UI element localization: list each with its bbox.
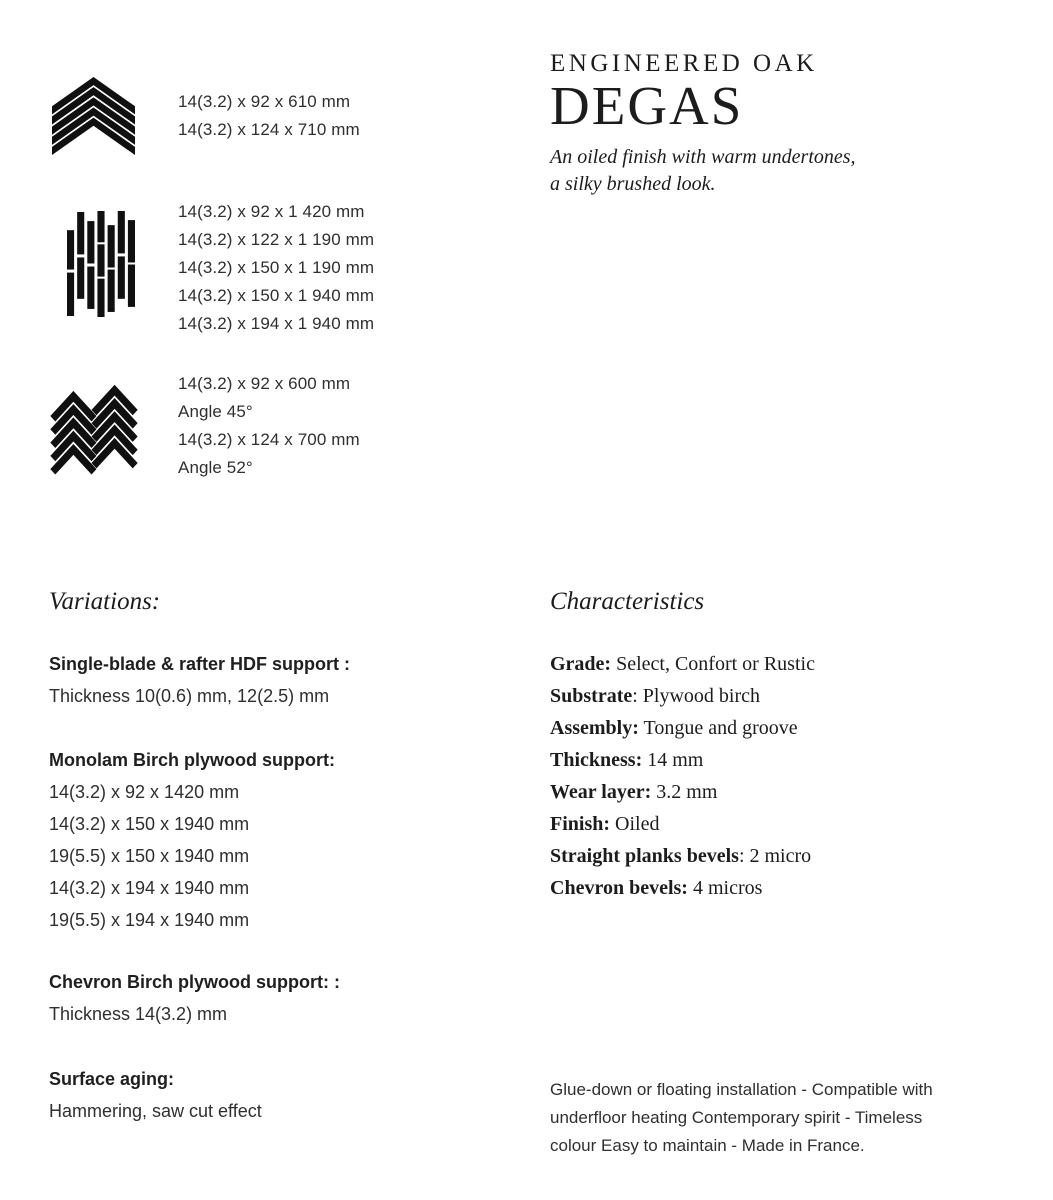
installation-note: Glue-down or floating installation - Compatible with underfloor heating Contemporary spirit - Timeless colour Easy to maintain - Made in France. bbox=[550, 1080, 933, 1155]
format-dimension-line: 14(3.2) x 92 x 610 mm bbox=[178, 92, 351, 111]
format-dimension-line: 14(3.2) x 92 x 600 mm bbox=[178, 374, 351, 393]
variation-group-title: Monolam Birch plywood support: bbox=[49, 750, 335, 770]
characteristic-value: Tongue and groove bbox=[638, 717, 798, 739]
variation-line: Thickness 10(0.6) mm, 12(2.5) mm bbox=[49, 686, 330, 706]
format-dimension-line: 14(3.2) x 122 x 1 190 mm bbox=[178, 230, 375, 249]
product-name: DEGAS bbox=[550, 75, 744, 136]
characteristic-value: 14 mm bbox=[642, 749, 704, 771]
format-angle-line: Angle 52° bbox=[178, 458, 253, 477]
tagline-line: An oiled finish with warm undertones, bbox=[550, 146, 856, 168]
variation-group-title: Chevron Birch plywood support: : bbox=[49, 972, 340, 992]
characteristic-value: 3.2 mm bbox=[651, 781, 718, 803]
format-list-chevron bbox=[178, 370, 360, 482]
variation-line: 19(5.5) x 150 x 1940 mm bbox=[49, 846, 250, 866]
characteristic-assembly bbox=[550, 712, 815, 744]
characteristic-label: Thickness: bbox=[550, 749, 643, 771]
characteristic-grade bbox=[550, 648, 815, 680]
characteristic-substrate bbox=[550, 680, 815, 712]
variation-line: 14(3.2) x 92 x 1420 mm bbox=[49, 782, 240, 802]
chevron-pattern-icon bbox=[50, 384, 138, 479]
variation-group-title: Single-blade & rafter HDF support : bbox=[49, 654, 351, 674]
characteristic-finish bbox=[550, 808, 815, 840]
herringbone-pattern-icon bbox=[52, 77, 135, 155]
product-header bbox=[550, 50, 1030, 198]
characteristic-value: Oiled bbox=[610, 813, 660, 835]
format-dimension-line: 14(3.2) x 124 x 710 mm bbox=[178, 120, 360, 139]
collection-title: ENGINEERED OAK bbox=[550, 50, 818, 77]
format-dimension-line: 14(3.2) x 92 x 1 420 mm bbox=[178, 202, 365, 221]
variation-group-monolam bbox=[49, 744, 335, 936]
format-list-planks bbox=[178, 198, 374, 338]
format-angle-line: Angle 45° bbox=[178, 402, 253, 421]
variation-line: 14(3.2) x 150 x 1940 mm bbox=[49, 814, 250, 834]
characteristic-label: Grade: bbox=[550, 653, 612, 675]
straight-planks-pattern-icon bbox=[67, 211, 135, 317]
variations-heading: Variations: bbox=[49, 588, 161, 615]
variation-group-surface-aging bbox=[49, 1063, 262, 1127]
characteristic-value: : 2 micro bbox=[738, 845, 812, 867]
characteristic-label: Straight planks bevels bbox=[550, 845, 739, 867]
characteristic-thickness bbox=[550, 744, 815, 776]
characteristic-value: : Plywood birch bbox=[632, 685, 761, 707]
format-dimension-line: 14(3.2) x 150 x 1 190 mm bbox=[178, 258, 375, 277]
characteristic-wear-layer bbox=[550, 776, 815, 808]
characteristic-chevron-bevels bbox=[550, 872, 815, 904]
characteristic-straight-planks-bevels bbox=[550, 840, 815, 872]
variation-group-hdf bbox=[49, 648, 350, 712]
characteristics-heading: Characteristics bbox=[550, 588, 705, 615]
variation-line: 19(5.5) x 194 x 1940 mm bbox=[49, 910, 250, 930]
characteristic-value: Select, Confort or Rustic bbox=[611, 653, 815, 675]
characteristic-label: Substrate bbox=[550, 685, 633, 707]
characteristic-label: Finish: bbox=[550, 813, 611, 835]
characteristic-value: 4 micros bbox=[687, 877, 763, 899]
format-dimension-line: 14(3.2) x 194 x 1 940 mm bbox=[178, 314, 375, 333]
characteristic-label: Assembly: bbox=[550, 717, 639, 739]
variation-line: Thickness 14(3.2) mm bbox=[49, 1004, 228, 1024]
format-list-herringbone bbox=[178, 88, 360, 144]
format-dimension-line: 14(3.2) x 124 x 700 mm bbox=[178, 430, 360, 449]
format-dimension-line: 14(3.2) x 150 x 1 940 mm bbox=[178, 286, 375, 305]
characteristics-list bbox=[550, 648, 815, 904]
tagline-line: a silky brushed look. bbox=[550, 173, 716, 195]
variation-group-chevron bbox=[49, 966, 340, 1030]
variation-line: 14(3.2) x 194 x 1940 mm bbox=[49, 878, 250, 898]
variation-group-title: Surface aging: bbox=[49, 1069, 175, 1089]
characteristic-label: Wear layer: bbox=[550, 781, 652, 803]
characteristic-label: Chevron bevels: bbox=[550, 877, 688, 899]
variation-line: Hammering, saw cut effect bbox=[49, 1101, 262, 1121]
